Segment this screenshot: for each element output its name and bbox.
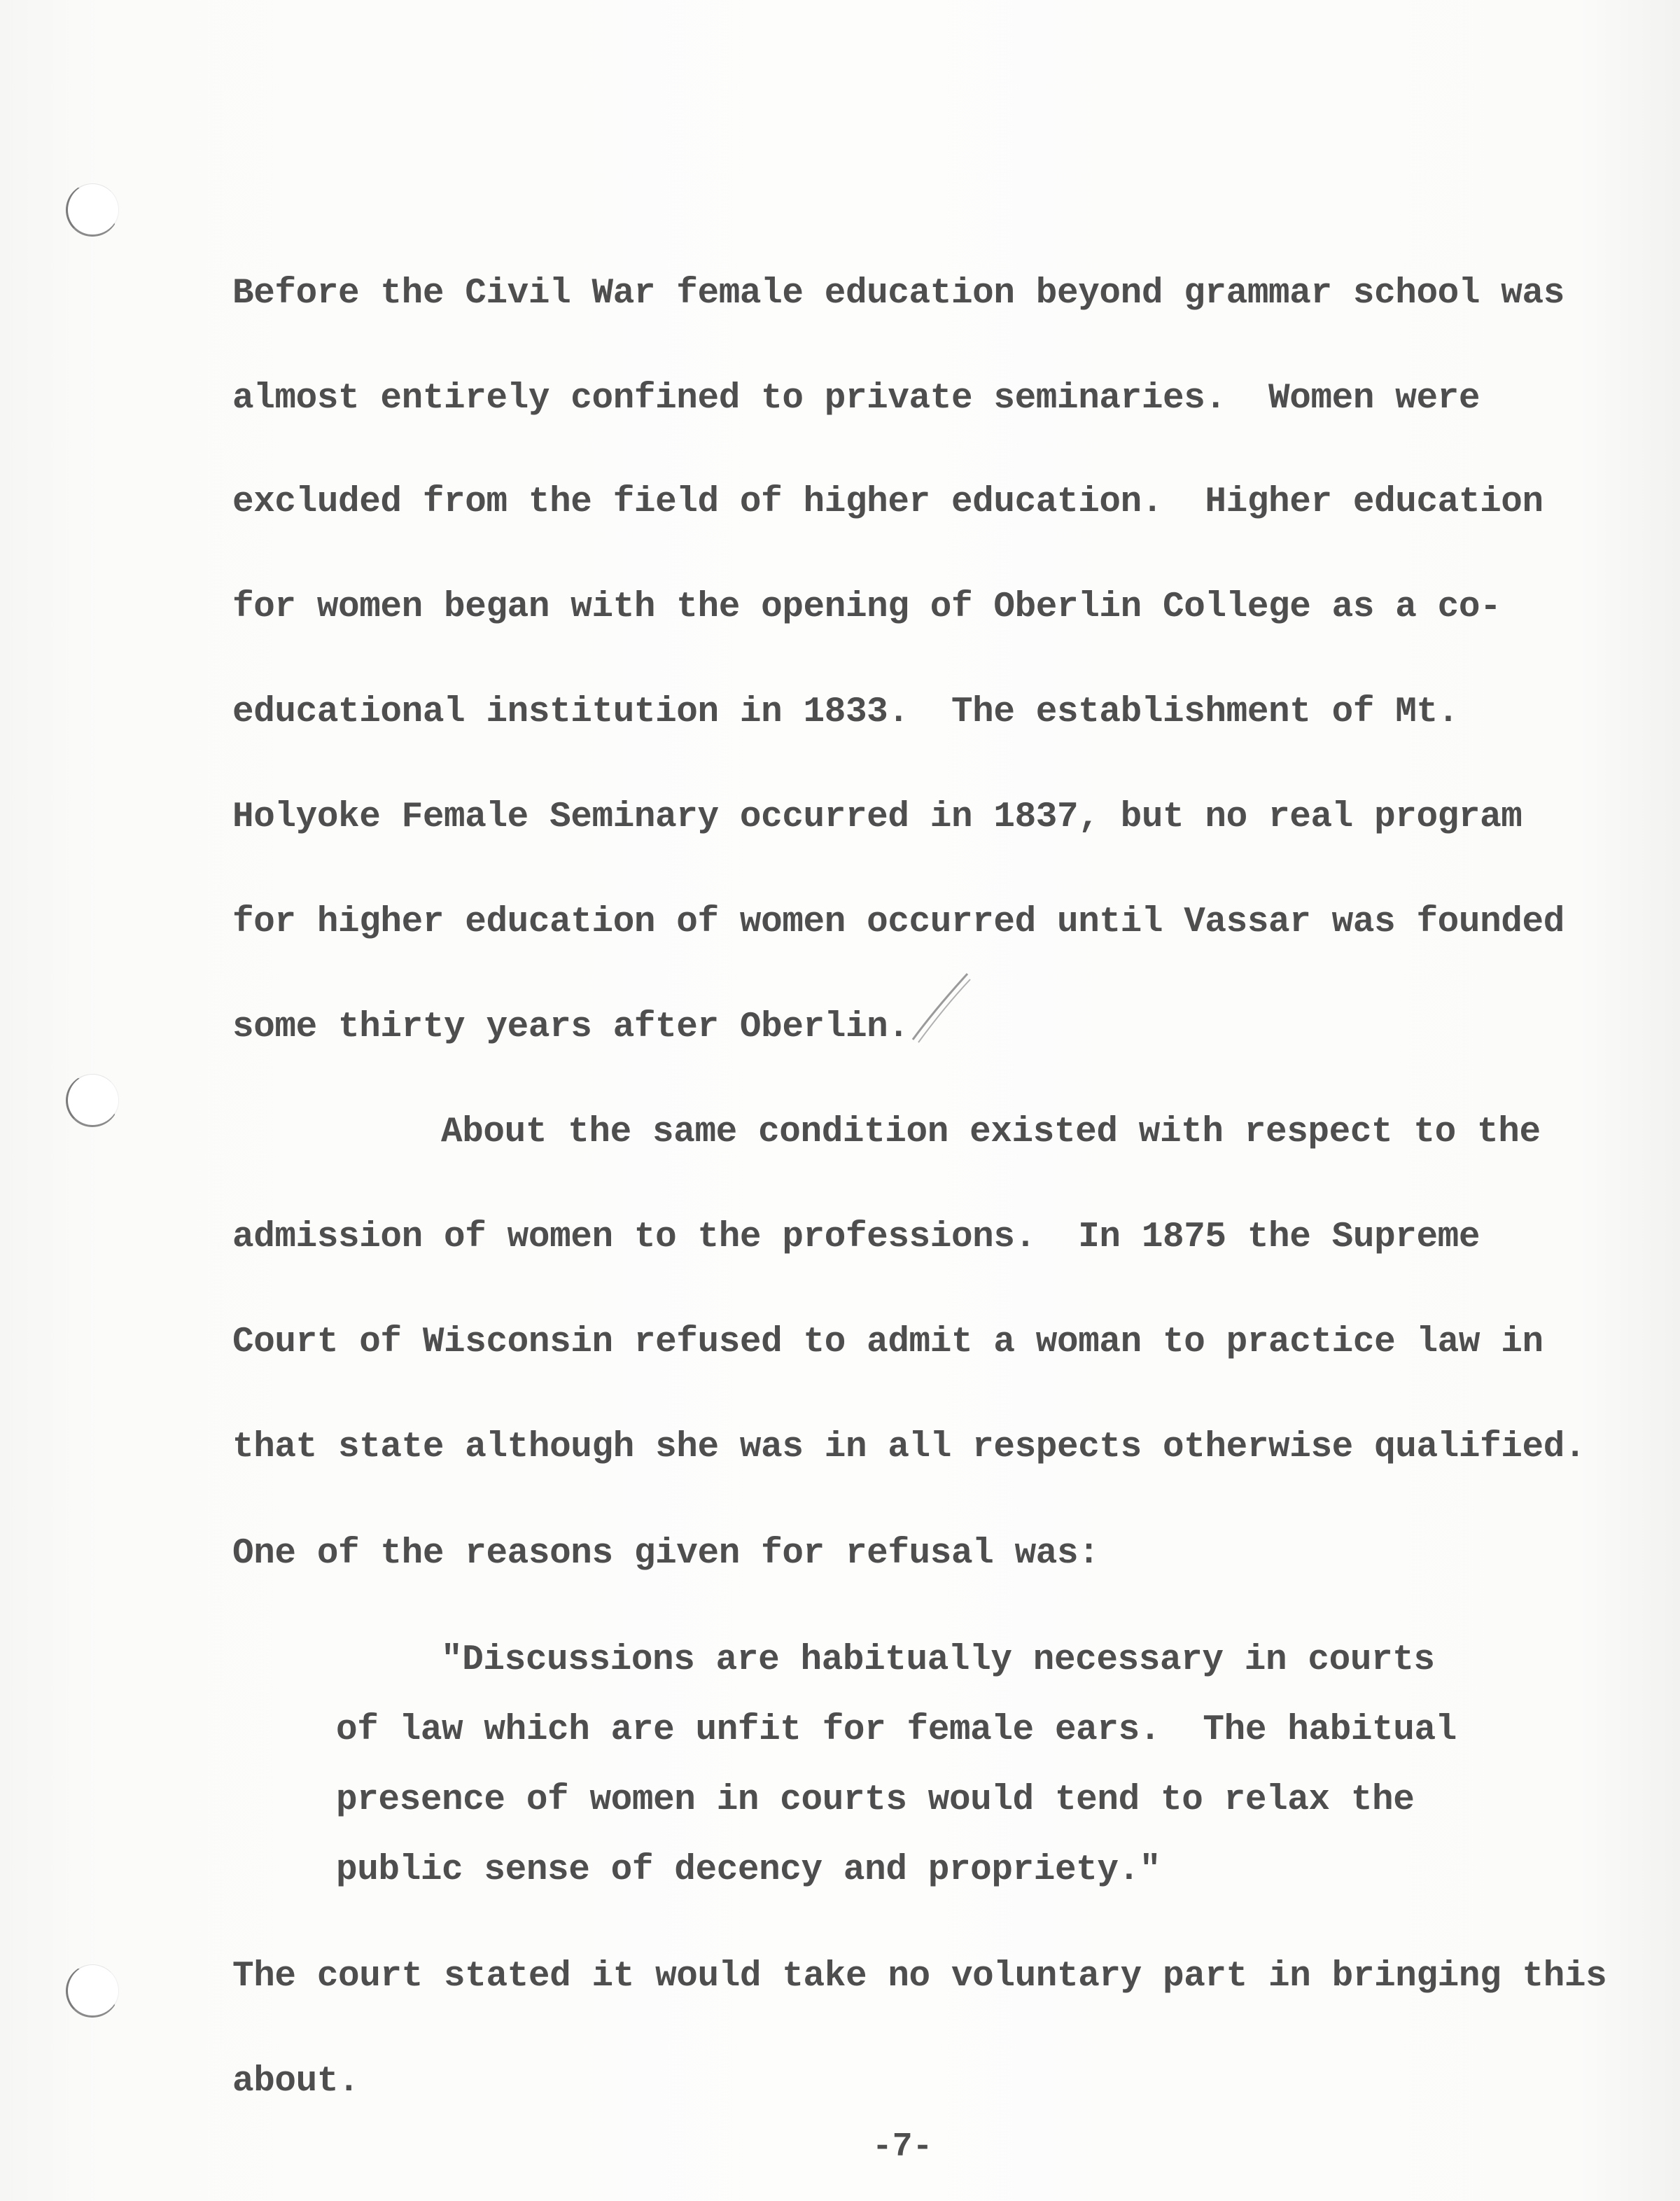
text-line: for higher education of women occurred until Vassar was founded xyxy=(232,902,1564,942)
text-line: About the same condition existed with respect to the xyxy=(441,1112,1541,1152)
text-line: admission of women to the professions. In 1875 the Supreme xyxy=(232,1217,1480,1257)
text-line: excluded from the field of higher education. Higher education xyxy=(232,482,1544,522)
text-line: The court stated it would take no voluntary part in bringing this xyxy=(232,1957,1607,1997)
punch-hole-top xyxy=(66,183,119,237)
punch-hole-bottom xyxy=(66,1964,119,2018)
text-line: Court of Wisconsin refused to admit a woman to practice law in xyxy=(232,1322,1544,1362)
text-line: that state although she was in all respects otherwise qualified. xyxy=(232,1427,1586,1467)
quote-line: public sense of decency and propriety." xyxy=(336,1850,1161,1890)
text-line: for women began with the opening of Oberlin College as a co- xyxy=(232,587,1502,627)
text-line: Before the Civil War female education beyond grammar school was xyxy=(232,274,1564,314)
text-line: almost entirely confined to private seminaries. Women were xyxy=(232,379,1480,419)
text-line: educational institution in 1833. The establishment of Mt. xyxy=(232,692,1459,732)
quote-line: "Discussions are habitually necessary in courts xyxy=(441,1640,1435,1680)
text-line: some thirty years after Oberlin. xyxy=(232,1007,909,1047)
pencil-mark-icon xyxy=(907,970,974,1047)
quote-line: of law which are unfit for female ears. The habitual xyxy=(336,1710,1457,1750)
text-line: about. xyxy=(232,2062,360,2102)
text-line: Holyoke Female Seminary occurred in 1837, but no real program xyxy=(232,797,1522,837)
page-number: -7- xyxy=(872,2128,933,2166)
quote-line: presence of women in courts would tend to relax the xyxy=(336,1780,1415,1820)
punch-hole-middle xyxy=(66,1074,119,1127)
text-line: One of the reasons given for refusal was: xyxy=(232,1534,1100,1574)
